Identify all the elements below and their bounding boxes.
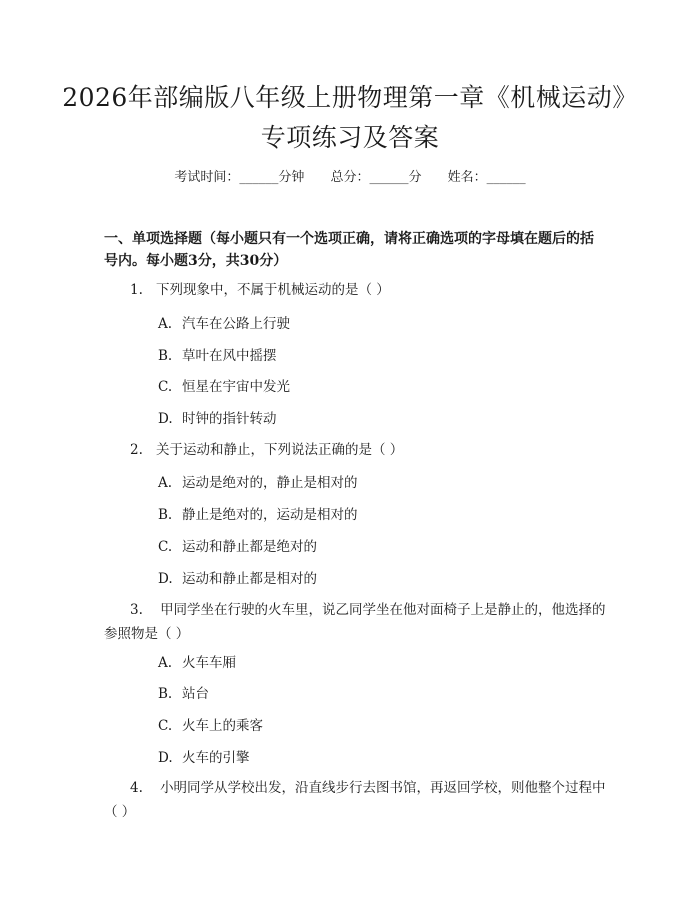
option-text: 草叶在风中摇摆 xyxy=(182,348,277,364)
question-3 xyxy=(104,598,612,646)
total-score-unit: 分 xyxy=(408,170,422,185)
question-3-option-a xyxy=(158,653,236,673)
question-2-option-c xyxy=(158,537,317,557)
question-number: 1. xyxy=(130,282,143,298)
question-2-option-a xyxy=(158,473,358,493)
name-blank: ______ xyxy=(486,170,526,185)
exam-time-label: 考试时间： xyxy=(174,170,240,185)
question-1 xyxy=(130,280,390,300)
option-text: 火车车厢 xyxy=(182,655,236,671)
option-letter: C. xyxy=(158,539,173,555)
question-1-option-a xyxy=(158,314,290,334)
option-letter: A. xyxy=(158,316,173,332)
question-number: 2. xyxy=(130,442,143,458)
name-field xyxy=(448,168,526,188)
option-text: 火车的引擎 xyxy=(182,750,250,766)
option-letter: D. xyxy=(158,571,173,587)
question-2 xyxy=(130,440,403,460)
option-letter: C. xyxy=(158,379,173,395)
option-letter: B. xyxy=(158,348,173,364)
option-letter: B. xyxy=(158,686,173,702)
question-number: 3. xyxy=(130,602,143,618)
question-text: 小明同学从学校出发，沿直线步行去图书馆，再返回学校，则他整个过程中（ ） xyxy=(104,780,606,820)
question-3-option-c xyxy=(158,716,263,736)
option-text: 站台 xyxy=(182,686,209,702)
question-text: 下列现象中，不属于机械运动的是（ ） xyxy=(156,282,390,298)
exam-time-field xyxy=(174,168,304,188)
section-heading: 一、单项选择题（每小题只有一个选项正确，请将正确选项的字母填在题后的括号内。每小题3分，共30分） xyxy=(104,231,594,269)
option-text: 运动和静止都是相对的 xyxy=(182,571,317,587)
question-3-option-b xyxy=(158,684,209,704)
question-2-option-b xyxy=(158,505,358,525)
option-letter: A. xyxy=(158,475,173,491)
option-text: 时钟的指针转动 xyxy=(182,411,277,427)
exam-time-unit: 分钟 xyxy=(278,170,305,185)
question-text: 关于运动和静止，下列说法正确的是（ ） xyxy=(156,442,404,458)
question-1-option-c xyxy=(158,377,290,397)
option-letter: D. xyxy=(158,411,173,427)
question-4 xyxy=(104,776,612,824)
total-score-field xyxy=(330,168,421,188)
document-title: 2026年部编版八年级上册物理第一章《机械运动》专项练习及答案 xyxy=(62,83,638,152)
question-text: 甲同学坐在行驶的火车里，说乙同学坐在他对面椅子上是静止的，他选择的参照物是（ ） xyxy=(104,602,606,642)
option-text: 火车上的乘客 xyxy=(182,718,263,734)
total-score-label: 总分： xyxy=(330,170,370,185)
option-text: 运动和静止都是绝对的 xyxy=(182,539,317,555)
option-letter: C. xyxy=(158,718,173,734)
option-text: 静止是绝对的，运动是相对的 xyxy=(182,507,358,523)
question-1-option-d xyxy=(158,409,277,429)
exam-info-line xyxy=(0,168,700,188)
question-3-option-d xyxy=(158,748,250,768)
option-text: 运动是绝对的，静止是相对的 xyxy=(182,475,358,491)
option-text: 汽车在公路上行驶 xyxy=(182,316,290,332)
option-letter: D. xyxy=(158,750,173,766)
option-text: 恒星在宇宙中发光 xyxy=(182,379,290,395)
option-letter: B. xyxy=(158,507,173,523)
exam-time-blank: ______ xyxy=(239,170,279,185)
name-label: 姓名： xyxy=(447,170,487,185)
question-number: 4. xyxy=(130,780,143,796)
question-1-option-b xyxy=(158,346,277,366)
total-score-blank: ______ xyxy=(369,170,409,185)
option-letter: A. xyxy=(158,655,173,671)
question-2-option-d xyxy=(158,569,317,589)
